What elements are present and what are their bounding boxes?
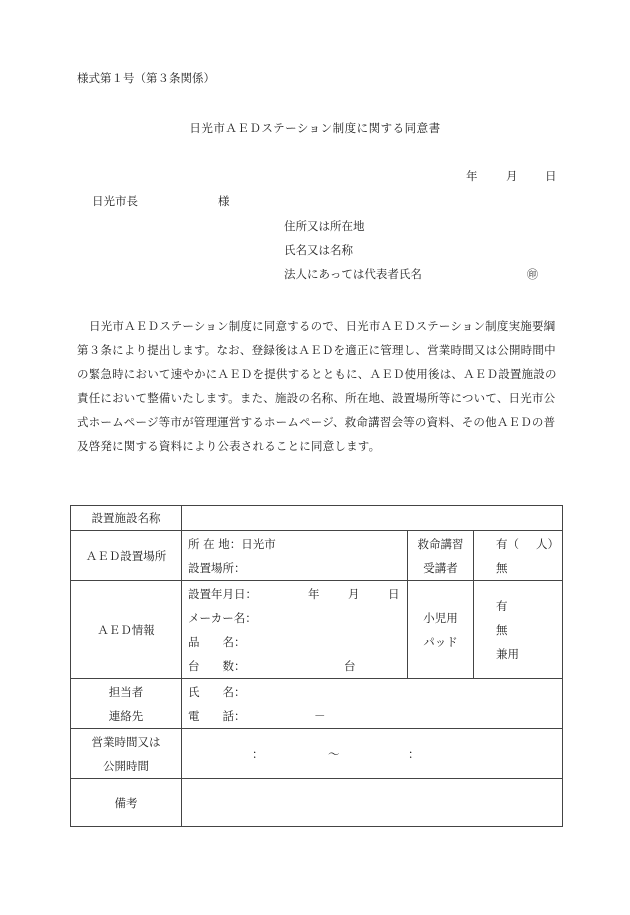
training-option-yes-unit: 人） bbox=[536, 536, 559, 551]
sender-name-label: 氏名又は名称 bbox=[284, 243, 353, 257]
product-name-line: 品 名： bbox=[188, 634, 246, 649]
training-label bbox=[408, 531, 474, 581]
pad-option-no[interactable]: 無 bbox=[496, 622, 508, 637]
remarks-label: 備考 bbox=[71, 779, 182, 827]
pediatric-pad-options[interactable] bbox=[474, 581, 563, 679]
remarks-field[interactable] bbox=[182, 779, 563, 827]
hours-start-colon: ： bbox=[252, 746, 264, 761]
hours-end-colon: ： bbox=[408, 746, 420, 761]
contact-label bbox=[71, 679, 182, 729]
date-year-label: 年 bbox=[466, 169, 478, 183]
document-title: 日光市ＡＥＤステーション制度に関する同意書 bbox=[189, 121, 441, 135]
pad-option-yes[interactable]: 有 bbox=[496, 598, 508, 613]
training-label-line1: 救命講習 bbox=[417, 536, 464, 551]
installation-day-label: 日 bbox=[388, 586, 400, 601]
contact-label-line1: 担当者 bbox=[108, 684, 144, 699]
contact-name-line: 氏 名： bbox=[188, 684, 246, 699]
sender-address-label: 住所又は所在地 bbox=[284, 219, 365, 233]
hours-label bbox=[71, 729, 182, 779]
facility-name-field[interactable] bbox=[182, 506, 563, 531]
date-month-label: 月 bbox=[506, 169, 518, 183]
seal-mark: ㊞ bbox=[527, 268, 538, 281]
phone-dash: － bbox=[314, 708, 326, 723]
consent-body-text: 日光市ＡＥＤステーション制度に同意するので、日光市ＡＥＤステーション制度実施要綱第３条により提出します。なお、登録後はＡＥＤを適正に管理し、営業時間又は公開時間中の緊急時において速やかにＡＥＤを提供するとともに、ＡＥＤ使用後は、ＡＥＤ設置施設の責任において整備いたします。また、施設の名称、所在地、設置場所等について、日光市公式ホームページ等市が管理運営するホームページ、救命講習会等の資料、その他ＡＥＤの普及啓発に関する資料により公表されることに同意します。 bbox=[77, 319, 557, 453]
installation-month-label: 月 bbox=[348, 586, 360, 601]
unit-count-suffix: 台 bbox=[344, 658, 356, 673]
addressee-name: 日光市長 bbox=[92, 194, 138, 208]
training-option-no[interactable]: 無 bbox=[496, 560, 508, 575]
form-number: 様式第１号（第３条関係） bbox=[77, 71, 215, 85]
location-address-line: 所 在 地：日光市 bbox=[188, 536, 276, 551]
training-options[interactable] bbox=[474, 531, 563, 581]
pediatric-pad-label-line2: パッド bbox=[423, 634, 458, 649]
aed-info-table bbox=[70, 505, 563, 827]
installation-year-label: 年 bbox=[308, 586, 320, 601]
installation-date-line bbox=[188, 582, 407, 606]
pediatric-pad-label bbox=[408, 581, 474, 679]
pediatric-pad-label-line1: 小児用 bbox=[423, 610, 458, 625]
contact-phone-label: 電 話： bbox=[188, 708, 246, 723]
aed-location-label: ＡＥＤ設置場所 bbox=[71, 531, 182, 581]
sender-representative-label: 法人にあっては代表者氏名 bbox=[284, 267, 422, 281]
addressee-honorific: 様 bbox=[218, 194, 230, 208]
hours-tilde: ～ bbox=[328, 746, 340, 761]
date-day-label: 日 bbox=[545, 169, 557, 183]
aed-info-label: ＡＥＤ情報 bbox=[71, 581, 182, 679]
training-option-yes[interactable]: 有（ bbox=[496, 536, 519, 551]
contact-label-line2: 連絡先 bbox=[108, 708, 144, 723]
maker-line: メーカー名： bbox=[188, 610, 257, 625]
facility-name-label: 設置施設名称 bbox=[71, 506, 182, 531]
unit-count-line bbox=[188, 654, 407, 678]
aed-location-fields[interactable] bbox=[182, 531, 408, 581]
location-place-line: 設置場所： bbox=[188, 560, 246, 575]
unit-count-label: 台 数： bbox=[188, 658, 246, 673]
training-label-line2: 受講者 bbox=[423, 560, 458, 575]
contact-fields[interactable] bbox=[182, 679, 563, 729]
pad-option-both[interactable]: 兼用 bbox=[496, 646, 519, 661]
installation-date-label: 設置年月日： bbox=[188, 586, 257, 601]
hours-label-line2: 公開時間 bbox=[103, 758, 149, 773]
aed-info-fields[interactable] bbox=[182, 581, 408, 679]
hours-fields[interactable] bbox=[182, 729, 563, 779]
hours-label-line1: 営業時間又は bbox=[91, 734, 161, 749]
contact-phone-line bbox=[188, 704, 562, 728]
